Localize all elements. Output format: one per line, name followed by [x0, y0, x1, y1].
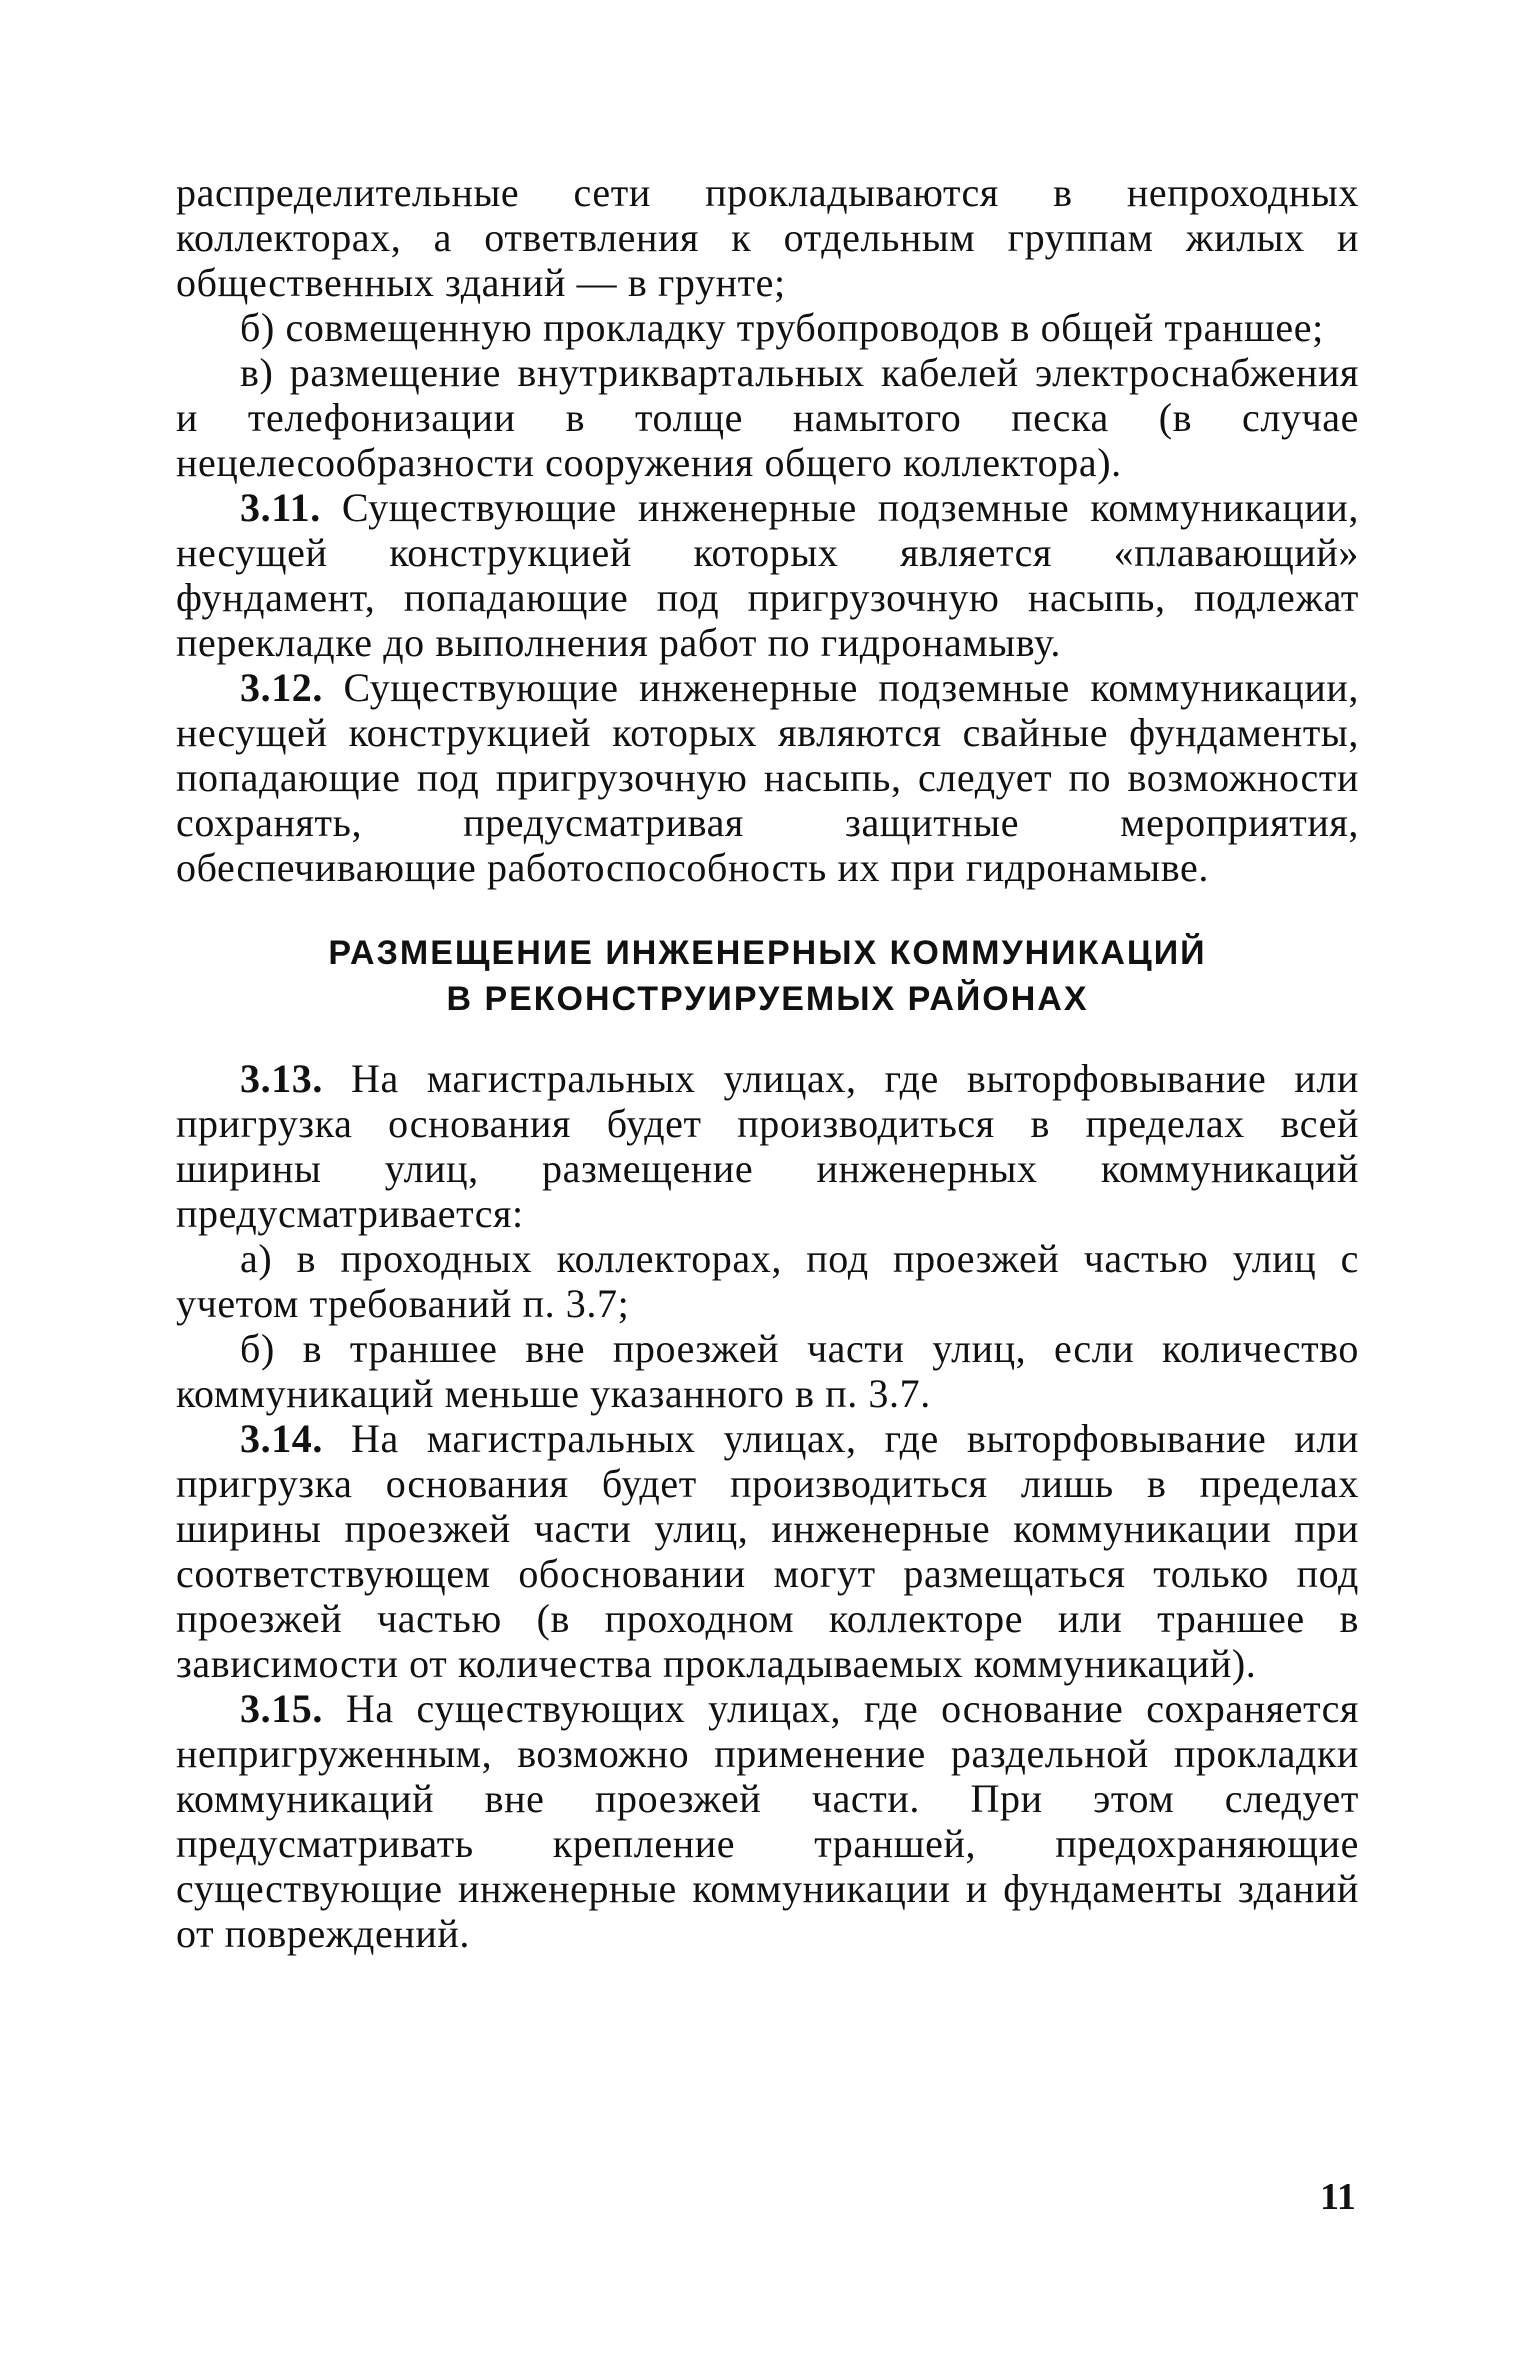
- paragraph-continuation: распределительные сети прокладываются в непроходных коллекторах, а ответвления к отдельным группам жилых и общественных зданий — в грунте;: [176, 170, 1359, 305]
- clause-3-13-item-a: а) в проходных коллекторах, под проезжей частью улиц с учетом требований п. 3.7;: [176, 1236, 1359, 1326]
- clause-3-13-item-b: б) в траншее вне проезжей части улиц, если количество коммуникаций меньше указанного в п. 3.7.: [176, 1326, 1359, 1416]
- clause-3-15: [176, 1686, 1359, 1956]
- clause-3-11: [176, 485, 1359, 665]
- document-page: [176, 170, 1359, 1956]
- heading-line-2: В РЕКОНСТРУИРУЕМЫХ РАЙОНАХ: [446, 980, 1089, 1018]
- page-number: 11: [1320, 2176, 1356, 2218]
- clause-3-12: [176, 665, 1359, 890]
- clause-text: Существующие инженерные подземные коммуникации, несущей конструкцией которых является «плавающий» фундамент, попадающие под пригрузочную насыпь, подлежат перекладке до выполнения работ по гидронамыву.: [176, 485, 1359, 665]
- clause-text: На существующих улицах, где основание сохраняется непригруженным, возможно применение раздельной прокладки коммуникаций вне проезжей части. При этом следует предусматривать крепление траншей, предохраняющие существующие инженерные коммуникации и фундаменты зданий от повреждений.: [176, 1686, 1359, 1956]
- clause-3-14: [176, 1416, 1359, 1686]
- clause-number: 3.12.: [240, 665, 323, 710]
- clause-text: На магистральных улицах, где выторфовывание или пригрузка основания будет производиться лишь в пределах ширины проезжей части улиц, инженерные коммуникации при соответствующем обосновании могут размещаться только под проезжей частью (в проходном коллекторе или траншее в зависимости от количества прокладываемых коммуникаций).: [176, 1416, 1359, 1686]
- clause-number: 3.11.: [240, 485, 321, 530]
- item-v-cables: в) размещение внутриквартальных кабелей электроснабжения и телефонизации в толще намытого песка (в случае нецелесообразности сооружения общего коллектора).: [176, 350, 1359, 485]
- heading-line-1: РАЗМЕЩЕНИЕ ИНЖЕНЕРНЫХ КОММУНИКАЦИЙ: [328, 934, 1207, 972]
- clause-number: 3.13.: [240, 1056, 323, 1101]
- clause-number: 3.15.: [240, 1686, 323, 1731]
- clause-3-13: [176, 1056, 1359, 1236]
- clause-text: Существующие инженерные подземные коммуникации, несущей конструкцией которых являются свайные фундаменты, попадающие под пригрузочную насыпь, следует по возможности сохранять, предусматривая защитные мероприятия, обеспечивающие работоспособность их при гидронамыве.: [176, 665, 1360, 890]
- clause-number: 3.14.: [240, 1416, 323, 1461]
- clause-text: На магистральных улицах, где выторфовывание или пригрузка основания будет производиться в пределах всей ширины улиц, размещение инженерных коммуникаций предусматривается:: [176, 1056, 1359, 1236]
- section-heading: [176, 930, 1359, 1022]
- item-b-trench: б) совмещенную прокладку трубопроводов в общей траншее;: [240, 305, 1324, 350]
